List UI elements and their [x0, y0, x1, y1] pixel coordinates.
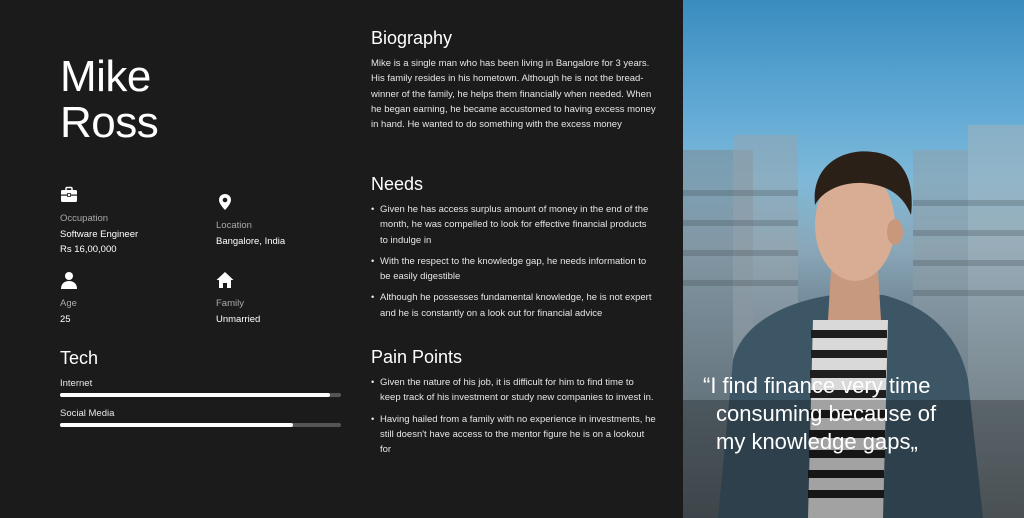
- location-info: [216, 193, 285, 249]
- last-name: Ross: [60, 98, 159, 147]
- briefcase-icon: [60, 186, 78, 204]
- list-item: • Given the nature of his job, it is difficult for him to find time to keep track of his investment or study new companies to invest in.: [371, 375, 656, 406]
- persona-quote: [703, 372, 1003, 456]
- biography-title: Biography: [371, 28, 453, 48]
- location-value: Bangalore, India: [216, 236, 286, 247]
- tech-progress-track: [60, 423, 341, 427]
- tech-progress-fill: [60, 423, 293, 427]
- list-item: • Having hailed from a family with no experience in investments, he still doesn't have access to the mentor figure he is on a lookout for: [371, 412, 656, 458]
- age-value: 25: [60, 314, 71, 325]
- person-icon: [60, 271, 78, 289]
- occupation-label: Occupation: [60, 213, 109, 224]
- family-info: [216, 271, 260, 327]
- age-label: Age: [60, 298, 77, 309]
- needs-title: Needs: [371, 174, 424, 194]
- family-label: Family: [216, 298, 244, 309]
- tech-item-label: Internet: [60, 378, 93, 389]
- home-icon: [216, 271, 234, 289]
- location-label: Location: [216, 220, 252, 231]
- persona-photo: [683, 0, 1024, 518]
- quote-line: consuming because of: [716, 401, 937, 426]
- pain-points-list: [371, 375, 656, 463]
- tech-item-social-media: [60, 408, 341, 427]
- list-item: • With the respect to the knowledge gap, he needs information to be easily digestible: [371, 254, 656, 285]
- income-value: Rs 16,00,000: [60, 244, 117, 255]
- family-value: Unmarried: [216, 314, 261, 325]
- persona-name: [60, 54, 158, 146]
- occupation-info: [60, 186, 138, 257]
- pain-points-title: Pain Points: [371, 347, 463, 367]
- tech-title: Tech: [60, 348, 99, 368]
- needs-list: [371, 202, 656, 327]
- occupation-value: Software Engineer: [60, 229, 139, 240]
- tech-item-internet: [60, 378, 341, 397]
- tech-progress-track: [60, 393, 341, 397]
- map-pin-icon: [216, 193, 234, 211]
- quote-line: “I find finance very time: [703, 373, 931, 398]
- tech-progress-fill: [60, 393, 330, 397]
- first-name: Mike: [60, 52, 151, 101]
- biography-text: Mike is a single man who has been living in Bangalore for 3 years. His family resides in his hometown. Although he is not the bread-winner of the family, he helps them financially when needed. When he began earning, he became accustomed to having excess money in hand. He wanted to do something with the excess money: [371, 58, 656, 131]
- list-item: • Given he has access surplus amount of money in the end of the month, he was compelled to look for effective financial products to indulge in: [371, 202, 656, 248]
- list-item: • Although he possesses fundamental knowledge, he is not expert and he is constantly on a look out for financial advice: [371, 290, 656, 321]
- quote-line: my knowledge gaps„: [716, 429, 918, 454]
- age-info: [60, 271, 78, 327]
- tech-item-label: Social Media: [60, 408, 115, 419]
